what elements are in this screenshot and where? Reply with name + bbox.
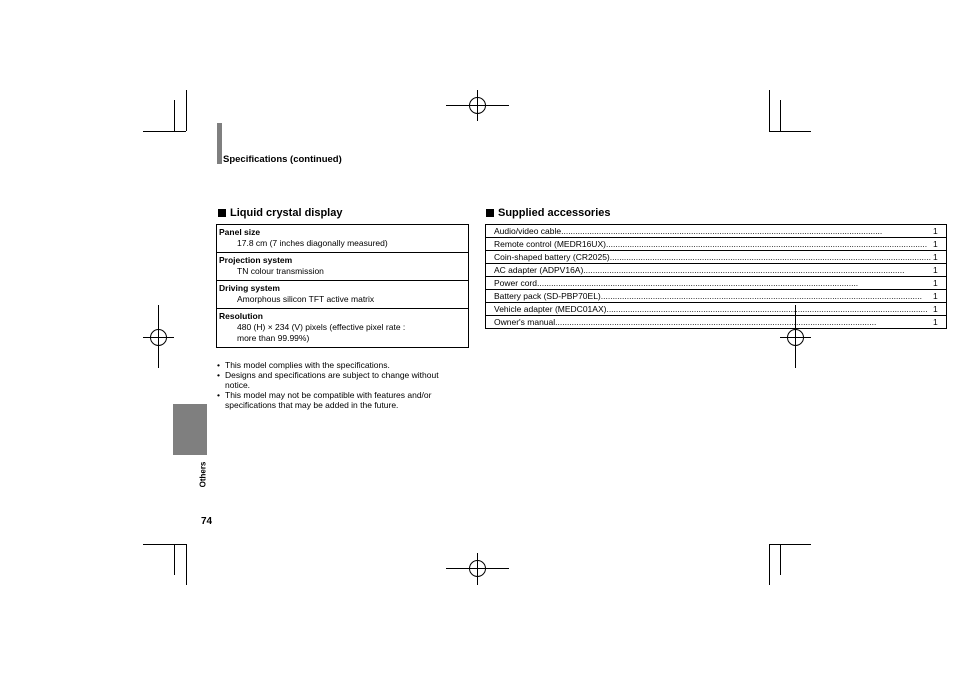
- table-row: [486, 264, 947, 277]
- accessory-qty: 1: [932, 278, 938, 288]
- dot-leader: [583, 264, 931, 276]
- spec-label: Projection system: [219, 255, 293, 265]
- page-title: Specifications (continued): [223, 154, 342, 165]
- list-item: • This model complies with the specifications.: [217, 360, 465, 370]
- accessories-heading-text: Supplied accessories: [498, 207, 611, 219]
- dot-leader: [537, 277, 931, 289]
- table-row: [486, 225, 947, 238]
- table-row: [486, 290, 947, 303]
- lcd-heading: [218, 207, 342, 219]
- square-bullet-icon: [218, 209, 226, 217]
- table-row: [486, 251, 947, 264]
- accessory-name: AC adapter (ADPV16A): [494, 265, 584, 275]
- spec-label: Driving system: [219, 283, 280, 293]
- header-accent-bar: [217, 123, 222, 164]
- accessory-qty: 1: [932, 226, 938, 236]
- dot-leader: [601, 290, 931, 302]
- spec-value: TN colour transmission: [237, 266, 324, 276]
- accessory-qty: 1: [932, 291, 938, 301]
- lcd-heading-text: Liquid crystal display: [230, 207, 343, 219]
- accessory-name: Audio/video cable: [494, 226, 562, 236]
- table-row: [486, 316, 947, 329]
- spec-value: Amorphous silicon TFT active matrix: [237, 294, 375, 304]
- spec-value: 17.8 cm (7 inches diagonally measured): [237, 238, 388, 248]
- square-bullet-icon: [486, 209, 494, 217]
- spec-value: 480 (H) × 234 (V) pixels (effective pixel rate :: [237, 322, 406, 332]
- dot-leader: [555, 316, 931, 328]
- list-item: • This model may not be compatible with features and/or specifications that may be added in the future.: [217, 390, 465, 410]
- page-number: 74: [201, 516, 213, 527]
- dot-leader: [606, 238, 931, 250]
- table-row: [486, 303, 947, 316]
- accessory-name: Remote control (MEDR16UX): [494, 239, 606, 249]
- side-tab: [173, 404, 207, 455]
- accessory-qty: 1: [932, 265, 938, 275]
- accessory-qty: 1: [932, 304, 938, 314]
- lcd-spec-table: [216, 224, 469, 348]
- accessories-table: [485, 224, 947, 329]
- list-item: • Designs and specifications are subject to change without notice.: [217, 370, 465, 390]
- table-row: [217, 281, 469, 309]
- dot-leader: [606, 303, 931, 315]
- dot-leader: [561, 225, 931, 237]
- accessory-name: Battery pack (SD-PBP70EL): [494, 291, 601, 301]
- accessory-qty: 1: [932, 252, 938, 262]
- dot-leader: [610, 251, 931, 263]
- spec-value: more than 99.99%): [237, 333, 310, 343]
- table-row: [217, 225, 469, 253]
- accessories-heading: [486, 207, 611, 219]
- accessory-name: Owner's manual: [494, 317, 556, 327]
- spec-label: Panel size: [219, 227, 261, 237]
- accessory-name: Vehicle adapter (MEDC01AX): [494, 304, 607, 314]
- table-row: [217, 253, 469, 281]
- spec-label: Resolution: [219, 311, 263, 321]
- side-tab-label: Others: [198, 461, 208, 488]
- accessory-name: Power cord: [494, 278, 537, 288]
- accessory-name: Coin-shaped battery (CR2025): [494, 252, 610, 262]
- notes-list: [217, 360, 465, 410]
- accessory-qty: 1: [932, 239, 938, 249]
- table-row: [486, 277, 947, 290]
- table-row: [486, 238, 947, 251]
- accessory-qty: 1: [932, 317, 938, 327]
- table-row: [217, 309, 469, 348]
